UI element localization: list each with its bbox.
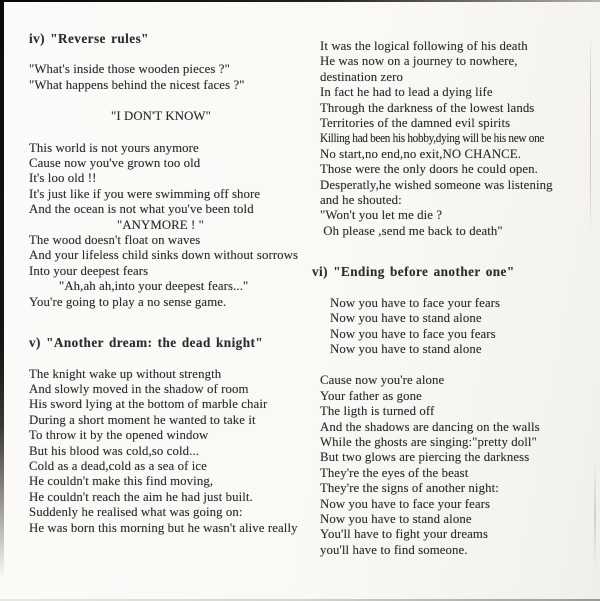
lyric-line: "What's inside those wooden pieces ?" (29, 62, 230, 77)
lyric-line: But two glows are piercing the darkness (320, 450, 530, 465)
lyric-line: He couldn't make this find moving, (29, 474, 214, 489)
lyric-line: It was the logical following of his death (320, 39, 528, 53)
lyric-line: Territories of the damned evil spirits (320, 116, 511, 131)
lyric-line: Now you have to face your fears (320, 496, 491, 511)
scan-top-edge (0, 0, 600, 2)
lyric-line: and he shouted: (320, 193, 402, 208)
lyric-line: Killing had been his hobby,dying will be his new one (320, 131, 545, 146)
lyric-line: It's just like if you were swimming off shore (29, 186, 261, 201)
lyric-line: During a short moment he wanted to take it (29, 412, 256, 427)
lyric-line: Desperatly,he wished someone was listening (320, 177, 553, 192)
lyric-line: "Ah,ah ah,into your deepest fears..." (59, 279, 249, 294)
lyrics-column-left (29, 31, 317, 536)
scan-left-edge (0, 0, 4, 578)
lyric-line: It's loo old !! (29, 171, 97, 186)
lyric-line: The wood doesn't float on waves (29, 233, 201, 248)
lyric-line: you'll have to find someone. (320, 542, 468, 557)
song-heading: v) "Another dream: the dead knight" (29, 335, 264, 351)
stanza (320, 373, 598, 558)
lyric-line: Into your deepest fears (29, 263, 149, 278)
lyric-line: He was now on a journey to nowhere, (320, 54, 518, 69)
lyrics-column-right (312, 39, 598, 558)
lyric-line: They're the signs of another night: (320, 481, 499, 496)
stanza (320, 39, 598, 239)
lyric-line: And the ocean is not what you've been told (29, 202, 254, 217)
lyric-line: "I DON'T KNOW" (111, 109, 211, 124)
stanza (29, 109, 317, 124)
lyric-line: Now you have to stand alone (330, 311, 482, 326)
lyric-line: To throw it by the opened window (29, 428, 209, 443)
lyric-line: He was born this morning but he wasn't alive really (29, 520, 298, 535)
lyric-line: But his blood was cold,so cold... (29, 443, 200, 458)
lyric-line: Those were the only doors he could open. (320, 162, 538, 177)
lyric-line: Now you have to stand alone (330, 341, 482, 356)
lyric-line: The knight wake up without strength (29, 366, 222, 381)
lyric-line: His sword lying at the bottom of marble chair (29, 397, 268, 412)
lyric-line: He couldn't reach the aim he had just built. (29, 489, 253, 504)
lyric-line: They're the eyes of the beast (320, 465, 469, 480)
lyric-line: Through the darkness of the lowest lands (320, 100, 535, 115)
song-heading: vi) "Ending before another one" (312, 264, 515, 280)
lyric-line: Your father as gone (320, 388, 422, 403)
lyric-line: Cause now you're alone (320, 373, 445, 388)
lyric-line: Oh please ,send me back to death" (320, 223, 503, 238)
lyric-line: destination zero (320, 69, 403, 84)
lyric-line: In fact he had to lead a dying life (320, 85, 493, 100)
lyric-line: And the shadows are dancing on the walls (320, 419, 540, 434)
lyric-line: Cause now you've grown too old (29, 156, 201, 171)
lyric-line: While the ghosts are singing:"pretty doll" (320, 434, 537, 449)
stanza (29, 141, 317, 310)
lyric-line: And your lifeless child sinks down without sorrows (29, 248, 299, 263)
lyric-line: Now you have to face you fears (330, 326, 496, 341)
stanza (29, 62, 317, 93)
lyric-line: You're going to play a no sense game. (29, 294, 227, 309)
lyric-line: The ligth is turned off (320, 404, 435, 419)
lyric-line: "ANYMORE ! " (117, 217, 205, 232)
lyric-line: You'll have to fight your dreams (320, 527, 489, 542)
lyric-line: Now you have to stand alone (320, 511, 472, 526)
lyric-line: No start,no end,no exit,NO CHANCE. (320, 146, 522, 161)
song-heading: iv) "Reverse rules" (29, 31, 149, 46)
lyric-line: And slowly moved in the shadow of room (29, 381, 249, 396)
stanza (320, 296, 598, 358)
lyric-line: "Won't you let me die ? (320, 208, 443, 223)
lyric-line: This world is not yours anymore (29, 140, 199, 155)
lyric-line: Now you have to face your fears (330, 295, 501, 310)
stanza (29, 367, 317, 536)
lyric-line: Suddenly he realised what was going on: (29, 505, 243, 520)
lyric-line: "What happens behind the nicest faces ?" (29, 77, 245, 92)
lyric-line: Cold as a dead,cold as a sea of ice (29, 458, 207, 473)
